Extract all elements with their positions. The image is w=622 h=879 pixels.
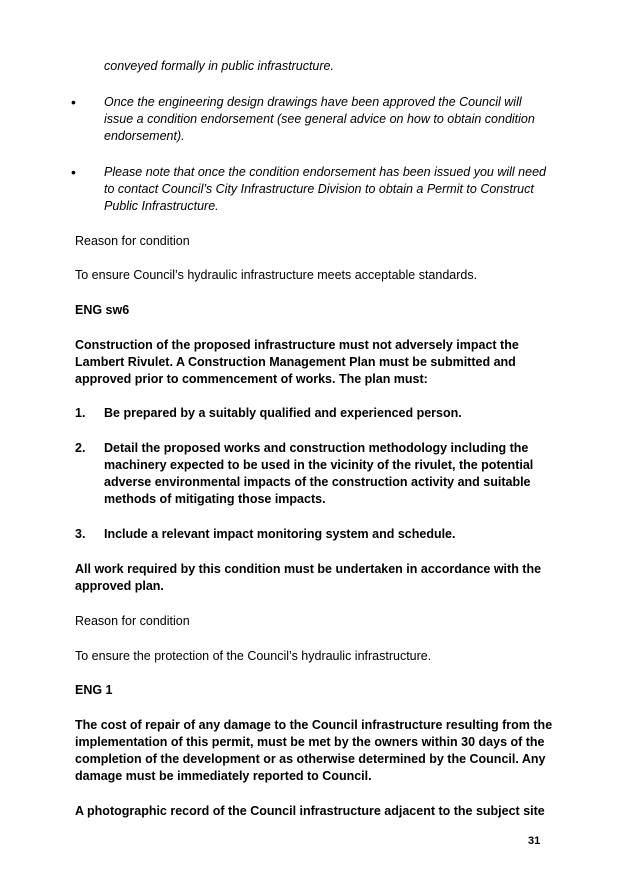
list-item-text: Include a relevant impact monitoring system and schedule. <box>104 527 456 541</box>
eng-1-paragraph: The cost of repair of any damage to the Council infrastructure resulting from the implementation of this permit, must be met by the owners within 30 days of the completion of the development or as otherwise determined by the Council. Any damage must be immediately reported to Council. <box>75 718 553 783</box>
list-number: 3. <box>75 527 86 541</box>
section-heading-eng-1: ENG 1 <box>75 683 113 697</box>
page-number: 31 <box>528 835 541 847</box>
list-item-text: Detail the proposed works and construction methodology including the machinery expected to be used in the vicinity of the rivulet, the potential adverse environmental impacts of the construction activity and suitable methods of mitigating those impacts. <box>104 441 534 506</box>
list-item-text: Be prepared by a suitably qualified and experienced person. <box>104 406 462 420</box>
reason-label: Reason for condition <box>75 614 190 628</box>
list-number: 2. <box>75 441 86 455</box>
reason-text: To ensure Council’s hydraulic infrastructure meets acceptable standards. <box>75 268 478 282</box>
section-heading-eng-sw6: ENG sw6 <box>75 303 130 317</box>
bullet-text-condition-endorsement: Once the engineering design drawings have been approved the Council will issue a condition endorsement (see general advice on how to obtain condition endorsement). <box>104 95 535 143</box>
eng-1-paragraph: A photographic record of the Council infrastructure adjacent to the subject site <box>75 804 545 818</box>
eng-sw6-closing: All work required by this condition must be undertaken in accordance with the approved plan. <box>75 562 542 593</box>
reason-label: Reason for condition <box>75 234 190 248</box>
eng-sw6-intro: Construction of the proposed infrastructure must not adversely impact the Lambert Rivulet. A Construction Management Plan must be submitted and approved prior to commencement of works. The plan must: <box>75 338 519 386</box>
bullet-text-permit-to-construct: Please note that once the condition endorsement has been issued you will need to contact Council’s City Infrastructure Division to obtain a Permit to Construct Public Infrastructure. <box>104 165 546 213</box>
reason-text: To ensure the protection of the Council’s hydraulic infrastructure. <box>75 649 432 663</box>
list-number: 1. <box>75 406 86 420</box>
bullet-marker: • <box>71 94 76 110</box>
bullet-marker: • <box>71 164 76 180</box>
continuation-text: conveyed formally in public infrastructure. <box>104 59 334 73</box>
